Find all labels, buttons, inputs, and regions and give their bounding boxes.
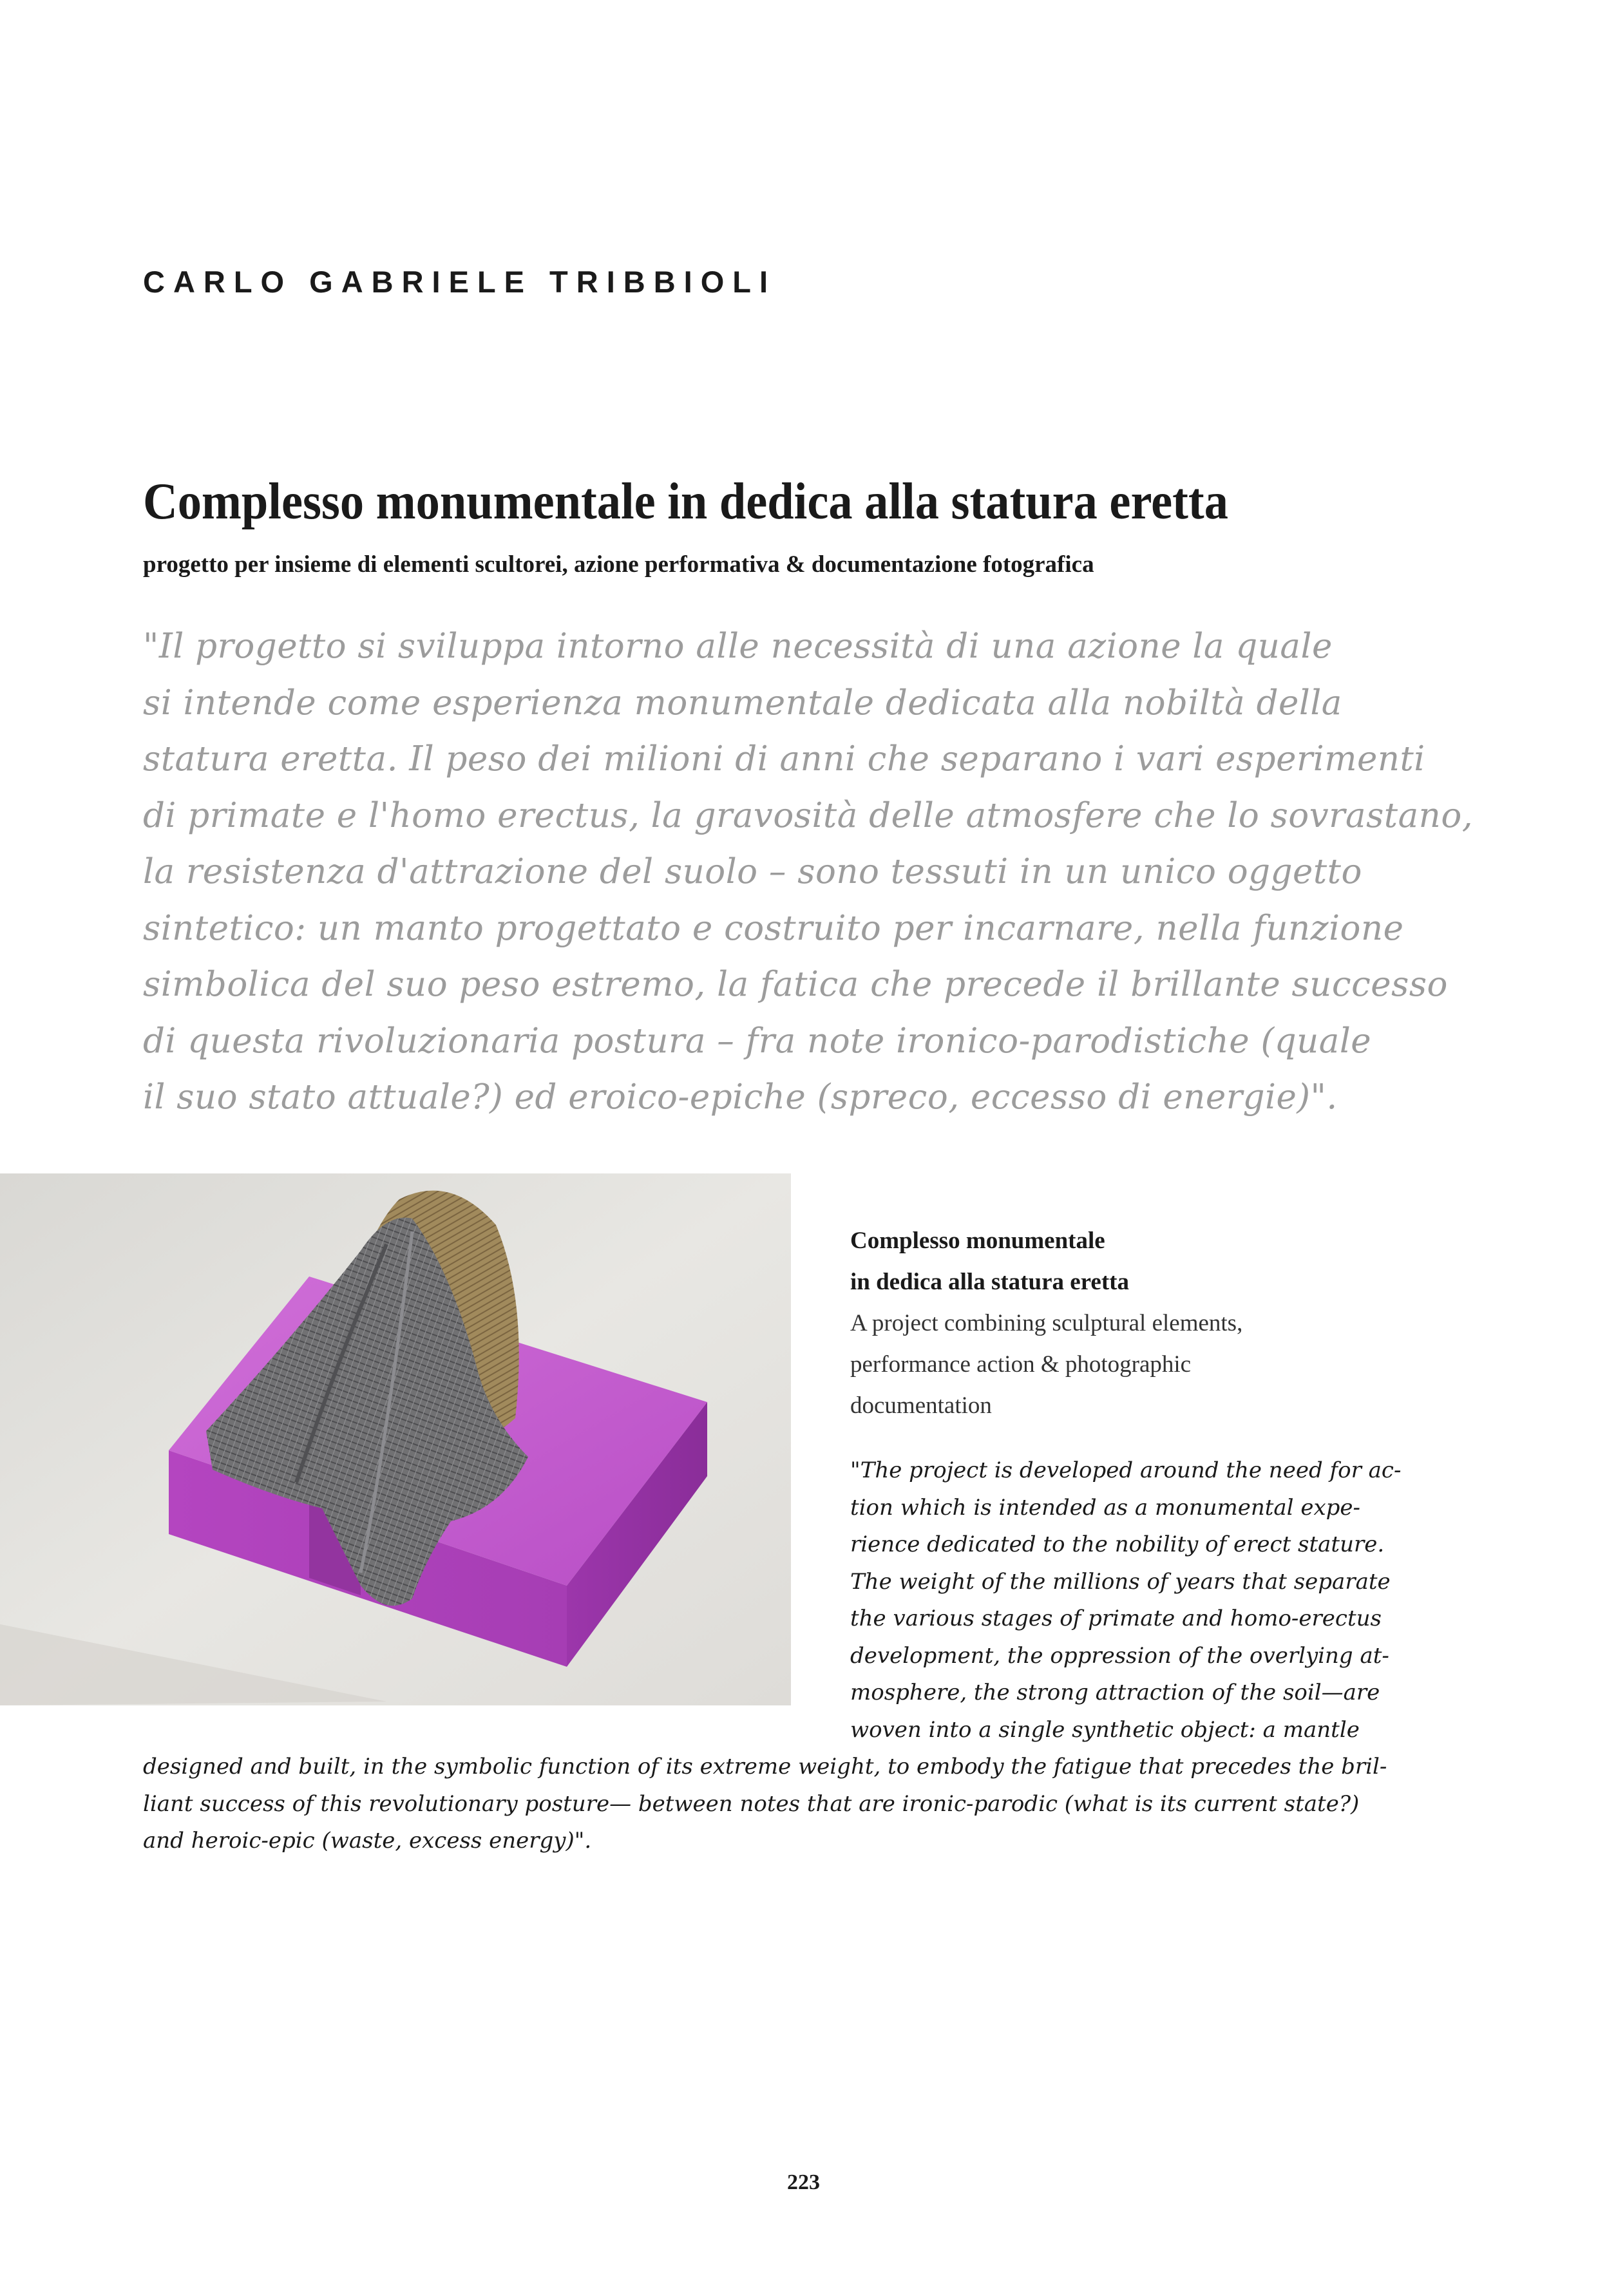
- article-title: Complesso monumentale in dedica alla statura eretta: [143, 473, 1228, 530]
- english-quote-line: development, the oppression of the overlying at-: [850, 1642, 1389, 1669]
- english-quote-line: "The project is developed around the need for ac-: [850, 1457, 1402, 1483]
- italian-quote: [143, 618, 1474, 1126]
- english-quote-line: The weight of the millions of years that separate: [850, 1568, 1391, 1595]
- italian-quote-line: di questa rivoluzionaria postura – fra note ironico-parodistiche (quale: [143, 1021, 1372, 1061]
- english-quote-line: liant success of this revolutionary posture— between notes that are ironic-parodic (what is its current state?): [143, 1790, 1360, 1817]
- author-name: CARLO GABRIELE TRIBBIOLI: [143, 265, 777, 299]
- caption-description-line: documentation: [850, 1392, 992, 1419]
- italian-quote-line: simbolica del suo peso estremo, la fatica che precede il brillante successo: [143, 965, 1448, 1004]
- italian-quote-line: la resistenza d'attrazione del suolo – sono tessuti in un unico oggetto: [143, 852, 1362, 891]
- caption-title-line: in dedica alla statura eretta: [850, 1269, 1129, 1295]
- italian-quote-line: di primate e l'homo erectus, la gravosità delle atmosfere che lo sovrastano,: [143, 795, 1474, 835]
- italian-quote-line: sintetico: un manto progettato e costruito per incarnare, nella funzione: [143, 908, 1404, 948]
- english-quote-line: and heroic-epic (waste, excess energy)".: [143, 1828, 592, 1854]
- page-number: 223: [787, 2170, 820, 2194]
- caption-description: [850, 1303, 1494, 1427]
- italian-quote-line: "Il progetto si sviluppa intorno alle necessità di una azione la quale: [143, 627, 1333, 666]
- english-quote-line: designed and built, in the symbolic function of its extreme weight, to embody the fatigue that precedes the bril-: [143, 1754, 1387, 1779]
- english-quote-line: woven into a single synthetic object: a mantle: [850, 1716, 1360, 1743]
- english-quote-line: mosphere, the strong attraction of the soil—are: [850, 1680, 1380, 1705]
- english-quote-line: tion which is intended as a monumental expe-: [850, 1494, 1361, 1521]
- caption-title-line: Complesso monumentale: [850, 1228, 1105, 1254]
- article-subtitle: progetto per insieme di elementi scultorei, azione performativa & documentazione fotografica: [143, 551, 1094, 578]
- english-quote-line: rience dedicated to the nobility of erect stature.: [850, 1532, 1385, 1557]
- caption-description-line: performance action & photographic: [850, 1351, 1192, 1378]
- caption-description-line: A project combining sculptural elements,: [850, 1310, 1243, 1336]
- italian-quote-line: statura eretta. Il peso dei milioni di anni che separano i vari esperimenti: [143, 739, 1425, 779]
- english-quote: [143, 1452, 1496, 1860]
- italian-quote-line: si intende come esperienza monumentale dedicata alla nobiltà della: [143, 683, 1342, 723]
- italian-quote-line: il suo stato attuale?) ed eroico-epiche (spreco, eccesso di energie)".: [143, 1077, 1338, 1117]
- english-quote-line: the various stages of primate and homo-erectus: [850, 1606, 1382, 1631]
- caption-title: [850, 1220, 1494, 1303]
